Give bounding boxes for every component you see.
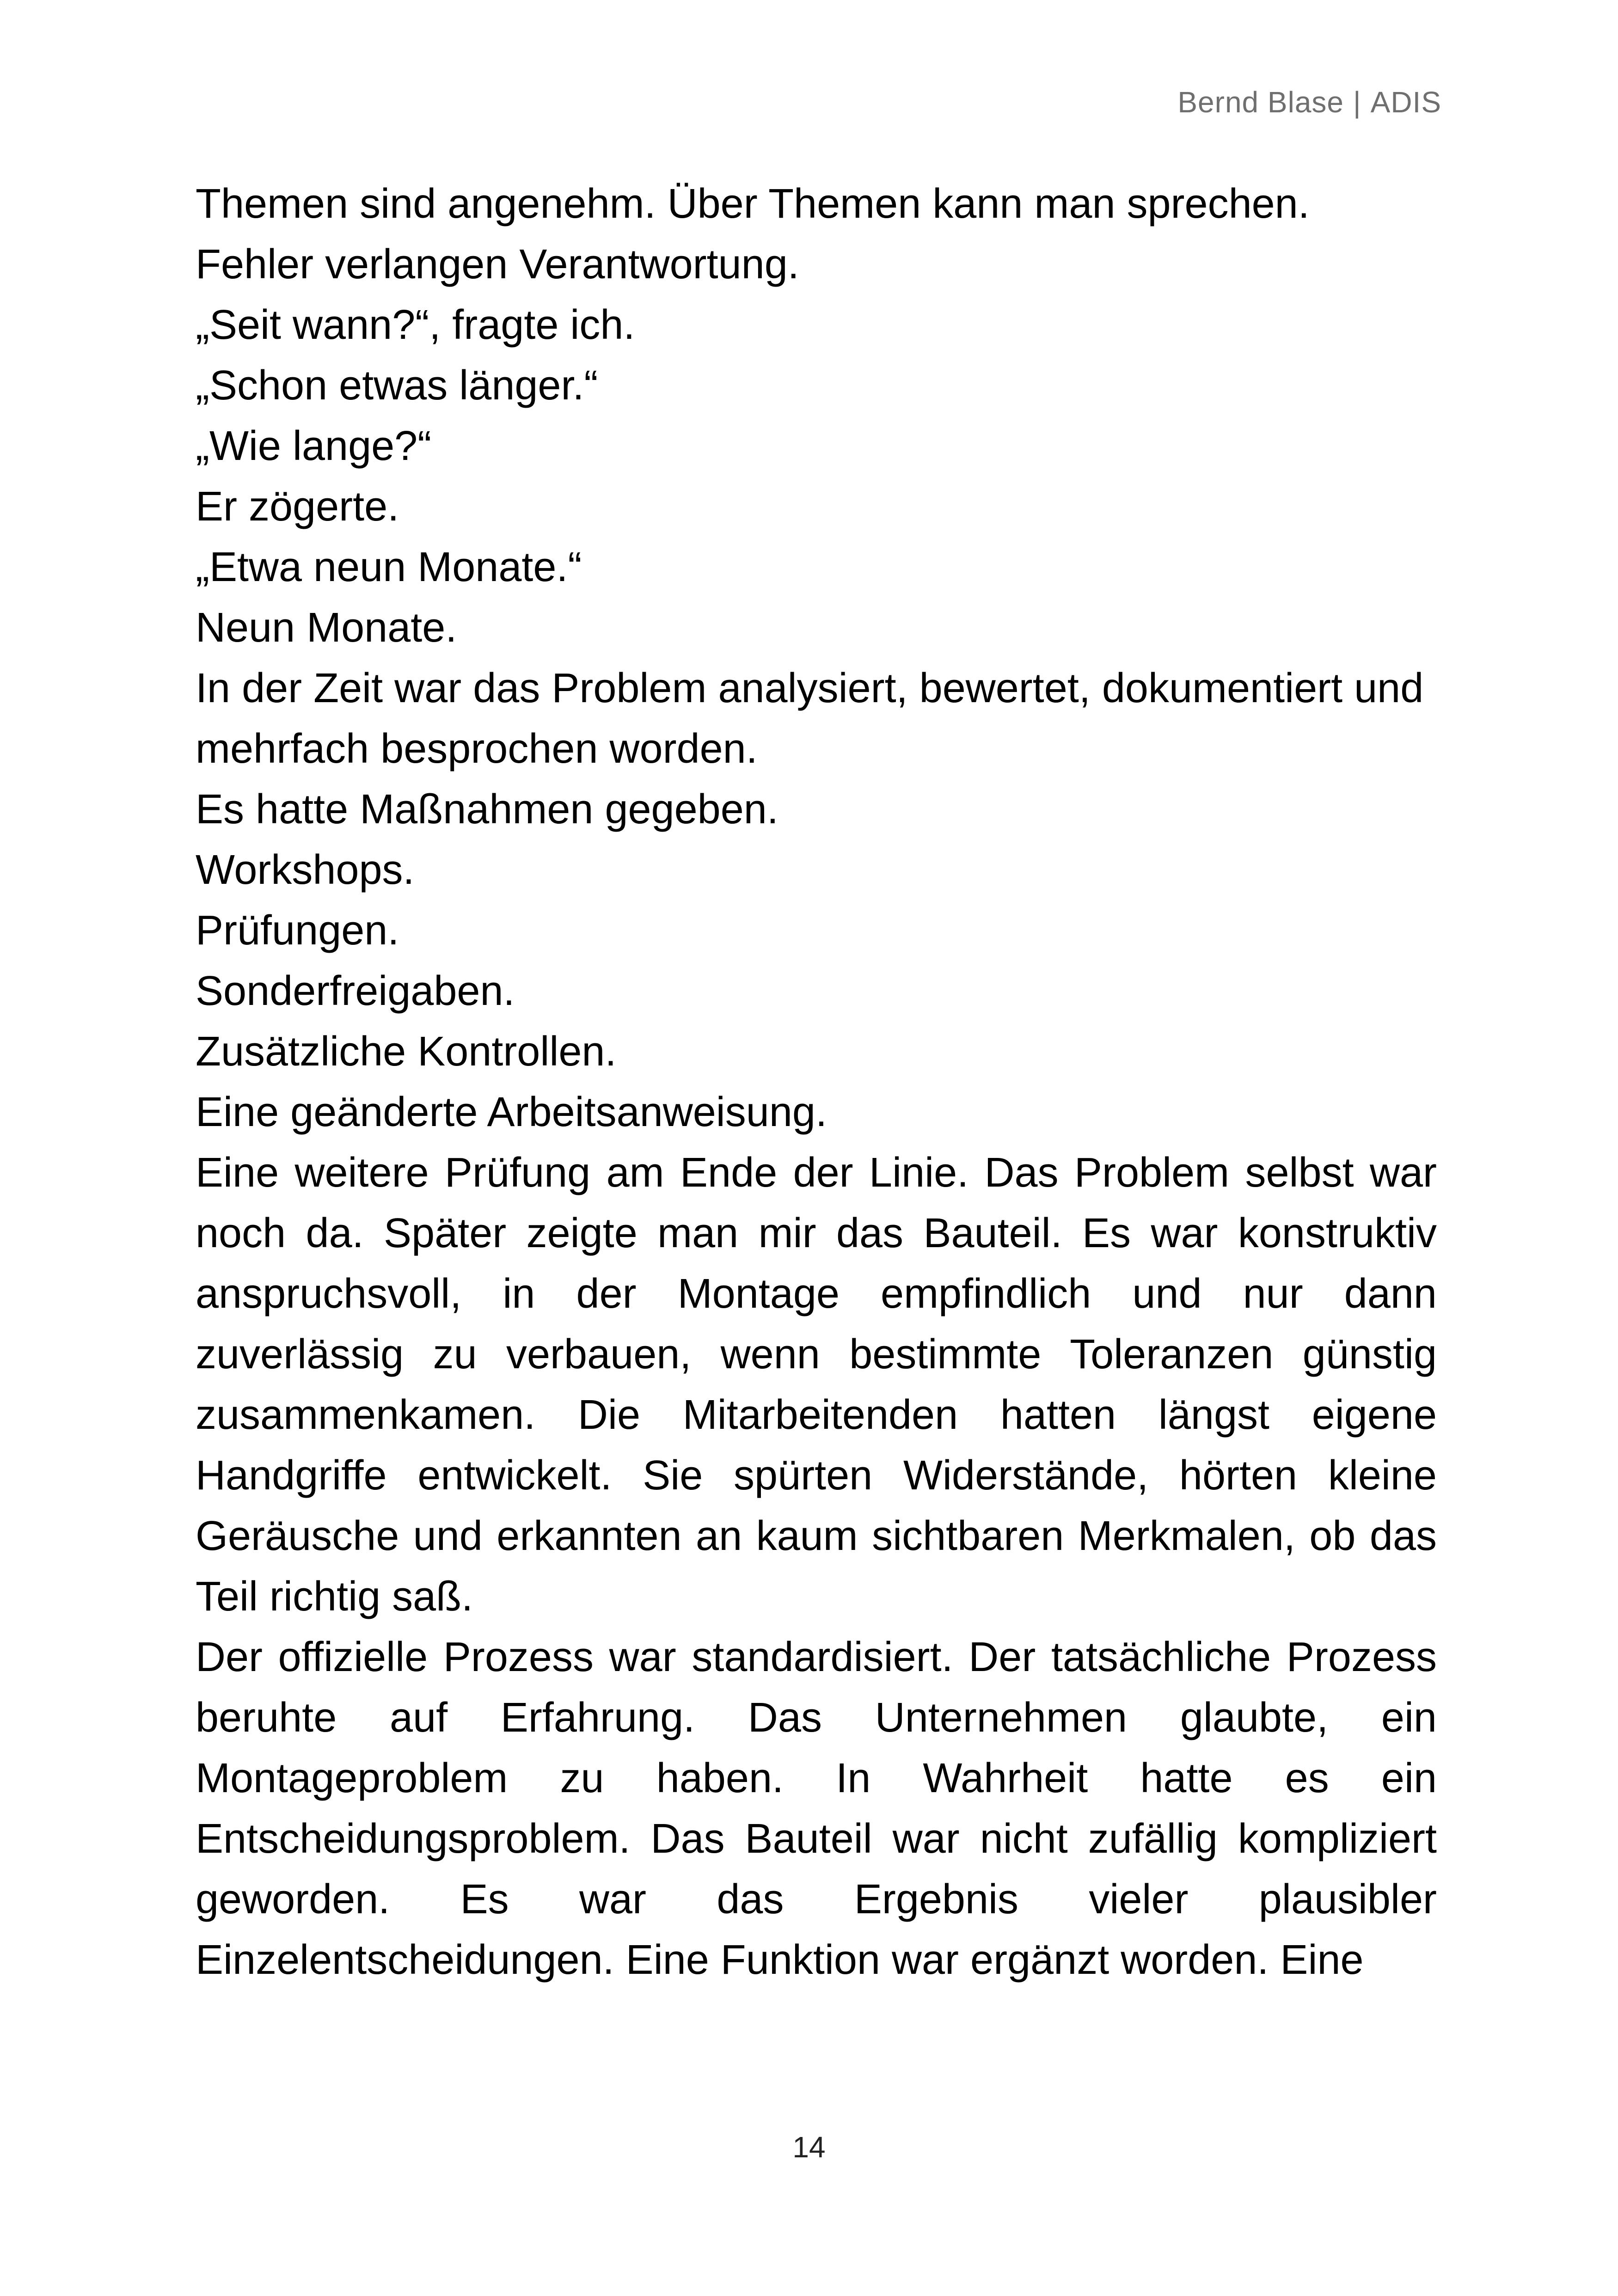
paragraph: Eine weitere Prüfung am Ende der Linie. Das Problem selbst war noch da. Später zeigte man mir das Bauteil. Es war konstruktiv anspruchsvoll, in der Montage empfindlich und nur dann zuverlässig zu verbauen, wenn bestimmte Toleranzen günstig zusammenkamen. Die Mitarbeitenden hatten längst eigene Handgriffe entwickelt. Sie spürten Widerstände, hörten kleine Geräusche und erkannten an kaum sichtbaren Merkmalen, ob das Teil richtig saß. <box>196 1150 1437 1620</box>
paragraph: Neun Monate. <box>196 605 457 651</box>
paragraph: Sonderfreigaben. <box>196 968 515 1014</box>
paragraph: Zusätzliche Kontrollen. <box>196 1029 617 1075</box>
paragraph: Eine geänderte Arbeitsanweisung. <box>196 1089 827 1135</box>
header-separator: | <box>1353 86 1361 119</box>
header-title: ADIS <box>1370 86 1441 119</box>
paragraph: „Wie lange?“ <box>196 423 432 469</box>
body-text <box>196 174 1437 1990</box>
paragraph: In der Zeit war das Problem analysiert, bewertet, dokumentiert und mehrfach besprochen worden. <box>196 665 1424 772</box>
paragraph: Der offizielle Prozess war standardisiert. Der tatsächliche Prozess beruhte auf Erfahrung. Das Unternehmen glaubte, ein Montageproblem zu haben. In Wahrheit hatte es ein Entscheidungsproblem. Das Bauteil war nicht zufällig kompliziert geworden. Es war das Ergebnis vieler plausibler Einzelentscheidungen. Eine Funktion war ergänzt worden. Eine <box>196 1634 1437 1983</box>
paragraph: Prüfungen. <box>196 907 399 954</box>
paragraph: Es hatte Maßnahmen gegeben. <box>196 786 778 833</box>
paragraph: „Seit wann?“, fragte ich. <box>196 302 635 348</box>
header-author: Bernd Blase <box>1177 86 1344 119</box>
paragraph: „Etwa neun Monate.“ <box>196 544 582 590</box>
paragraph: Er zögerte. <box>196 484 399 530</box>
paragraph: Workshops. <box>196 847 415 893</box>
paragraph: „Schon etwas länger.“ <box>196 362 598 409</box>
page-number: 14 <box>792 2131 826 2164</box>
running-header <box>1177 81 1441 123</box>
paragraph: Themen sind angenehm. Über Themen kann man sprechen. Fehler verlangen Verantwortung. <box>196 181 1310 288</box>
